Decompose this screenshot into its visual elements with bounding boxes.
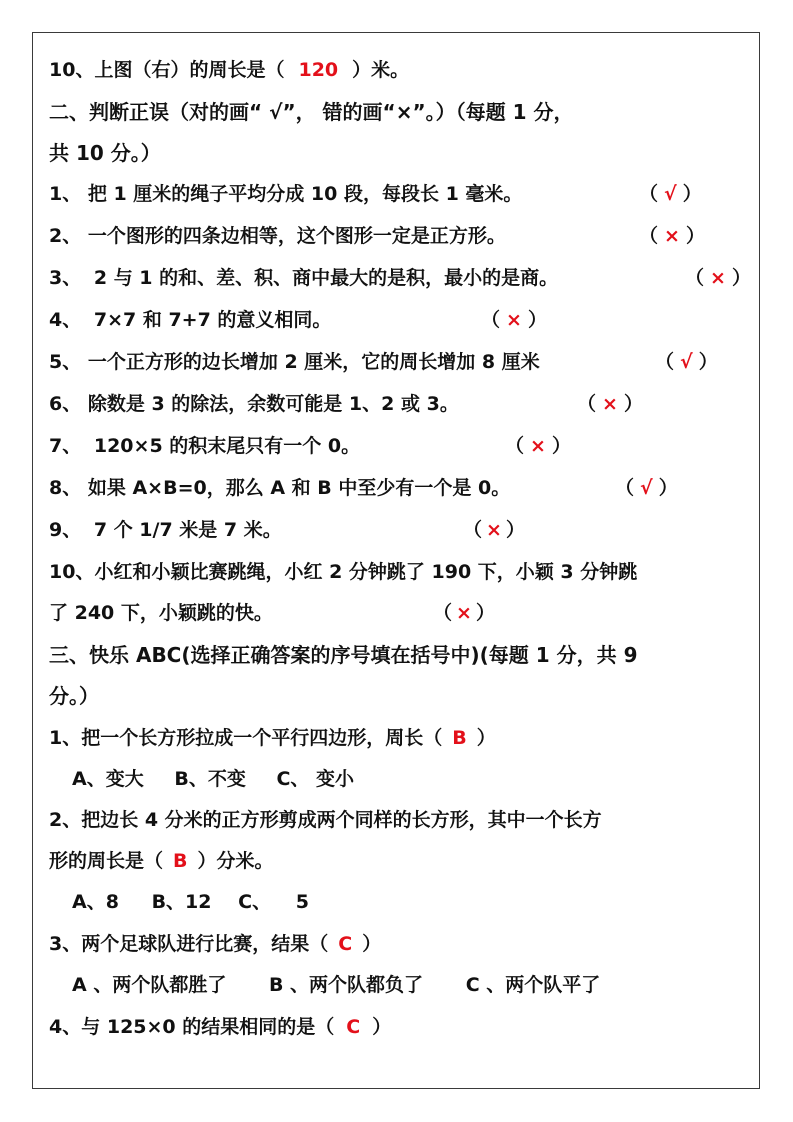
answer-bracket: （ √ ） — [655, 347, 718, 377]
answer-bracket: （ × ） — [577, 389, 643, 419]
judgement-item-8 — [49, 473, 678, 503]
option-a: A、8 — [72, 891, 119, 913]
answer-value: C — [346, 1016, 361, 1038]
answer-value: B — [173, 850, 188, 872]
cross-mark-icon: × — [456, 602, 472, 624]
answer-value: C — [338, 933, 353, 955]
option-a: A 、两个队都胜了 — [72, 974, 227, 996]
cross-mark-icon: × — [506, 309, 522, 331]
item-number: 7、 — [49, 435, 82, 457]
item-text: 一个图形的四条边相等，这个图形一定是正方形。 — [87, 225, 506, 247]
item-text-cont: 了 240 下，小颖跳的快。 — [49, 602, 273, 624]
judgement-item-4 — [49, 305, 547, 335]
answer-bracket: （ × ） — [639, 221, 705, 251]
judgement-item-6 — [49, 389, 643, 419]
judgement-item-1 — [49, 179, 702, 209]
choice-question-3: 3、两个足球队进行比赛，结果（ C ） — [49, 933, 382, 955]
option-c: C、 变小 — [276, 768, 355, 790]
answer-bracket: （ √ ） — [615, 473, 678, 503]
choice-options-3 — [72, 970, 600, 1000]
option-c: C、 — [238, 891, 272, 913]
answer-bracket: （ × ） — [505, 431, 571, 461]
answer-bracket: （ √ ） — [639, 179, 702, 209]
judgement-item-10-cont — [49, 598, 495, 628]
cross-mark-icon: × — [486, 519, 502, 541]
judgement-item-7 — [49, 431, 571, 461]
answer-value: 120 — [298, 59, 339, 81]
judgement-item-2 — [49, 221, 705, 251]
question-text: 把一个长方形拉成一个平行四边形，周长（ — [81, 727, 443, 749]
cross-mark-icon: × — [602, 393, 618, 415]
question-number: 1、 — [49, 727, 82, 749]
judgement-item-9 — [49, 515, 525, 545]
option-b: B 、两个队都负了 — [268, 974, 424, 996]
question-text: 两个足球队进行比赛，结果（ — [81, 933, 329, 955]
choice-question-1: 1、把一个长方形拉成一个平行四边形，周长（ B ） — [49, 727, 496, 749]
choice-question-2 — [49, 805, 602, 835]
section-heading-judgement: 二、判断正误（对的画“ √”， 错的画“×”。）（每题 1 分， — [49, 100, 574, 124]
option-a: A、变大 — [72, 768, 144, 790]
choice-question-2-cont: 形的周长是（ B ）分米。 — [49, 850, 274, 872]
choice-options-1 — [72, 764, 354, 794]
item-number: 1、 — [49, 183, 82, 205]
judgement-item-10 — [49, 557, 637, 587]
answer-bracket: （ × ） — [433, 598, 495, 628]
section-heading-choice: 三、快乐 ABC(选择正确答案的序号填在括号中)(每题 1 分，共 9 — [49, 643, 638, 667]
cross-mark-icon: × — [530, 435, 546, 457]
answer-bracket: （ × ） — [463, 515, 525, 545]
option-b: B、12 — [151, 891, 212, 913]
check-mark-icon: √ — [664, 183, 677, 205]
question-number: 10、 — [49, 59, 95, 81]
item-text: 2 与 1 的和、差、积、商中最大的是积，最小的是商。 — [93, 267, 559, 289]
question-text: 与 125×0 的结果相同的是（ — [81, 1016, 335, 1038]
judgement-item-3 — [49, 263, 751, 293]
item-number: 5、 — [49, 351, 82, 373]
item-text: 7×7 和 7+7 的意义相同。 — [93, 309, 332, 331]
option-c-value: 5 — [295, 891, 309, 913]
question-text: 把边长 4 分米的正方形剪成两个同样的长方形，其中一个长方 — [81, 809, 602, 831]
check-mark-icon: √ — [640, 477, 653, 499]
item-text: 7 个 1/7 米是 7 米。 — [93, 519, 282, 541]
section-heading-choice-cont: 分。） — [49, 684, 99, 708]
item-number: 2、 — [49, 225, 82, 247]
item-number: 8、 — [49, 477, 82, 499]
fill-question-10 — [49, 55, 409, 85]
question-number: 3、 — [49, 933, 82, 955]
item-number: 9、 — [49, 519, 82, 541]
item-text: 如果 A×B=0，那么 A 和 B 中至少有一个是 0。 — [87, 477, 511, 499]
item-number: 3、 — [49, 267, 82, 289]
question-number: 4、 — [49, 1016, 82, 1038]
judgement-item-5 — [49, 347, 718, 377]
item-text: 120×5 的积末尾只有一个 0。 — [93, 435, 361, 457]
choice-question-4: 4、与 125×0 的结果相同的是（ C ） — [49, 1016, 392, 1038]
item-text: 把 1 厘米的绳子平均分成 10 段，每段长 1 毫米。 — [87, 183, 523, 205]
question-number: 2、 — [49, 809, 82, 831]
item-number: 10、 — [49, 561, 95, 583]
item-number: 6、 — [49, 393, 82, 415]
answer-bracket: （ × ） — [481, 305, 547, 335]
answer-bracket: （ × ） — [685, 263, 751, 293]
option-c: C 、两个队平了 — [465, 974, 601, 996]
check-mark-icon: √ — [680, 351, 693, 373]
option-b: B、不变 — [174, 768, 246, 790]
question-text: 形的周长是（ — [49, 850, 164, 872]
section-heading-judgement-cont: 共 10 分。） — [49, 141, 161, 165]
question-text: 上图（右）的周长是（ — [94, 59, 285, 81]
item-text: 除数是 3 的除法，余数可能是 1、2 或 3。 — [87, 393, 459, 415]
cross-mark-icon: × — [710, 267, 726, 289]
choice-options-2 — [72, 887, 309, 917]
answer-value: B — [452, 727, 467, 749]
item-number: 4、 — [49, 309, 82, 331]
cross-mark-icon: × — [664, 225, 680, 247]
question-text-after: ）米。 — [352, 59, 410, 81]
item-text: 一个正方形的边长增加 2 厘米，它的周长增加 8 厘米 — [87, 351, 540, 373]
item-text: 小红和小颖比赛跳绳，小红 2 分钟跳了 190 下，小颖 3 分钟跳 — [94, 561, 638, 583]
